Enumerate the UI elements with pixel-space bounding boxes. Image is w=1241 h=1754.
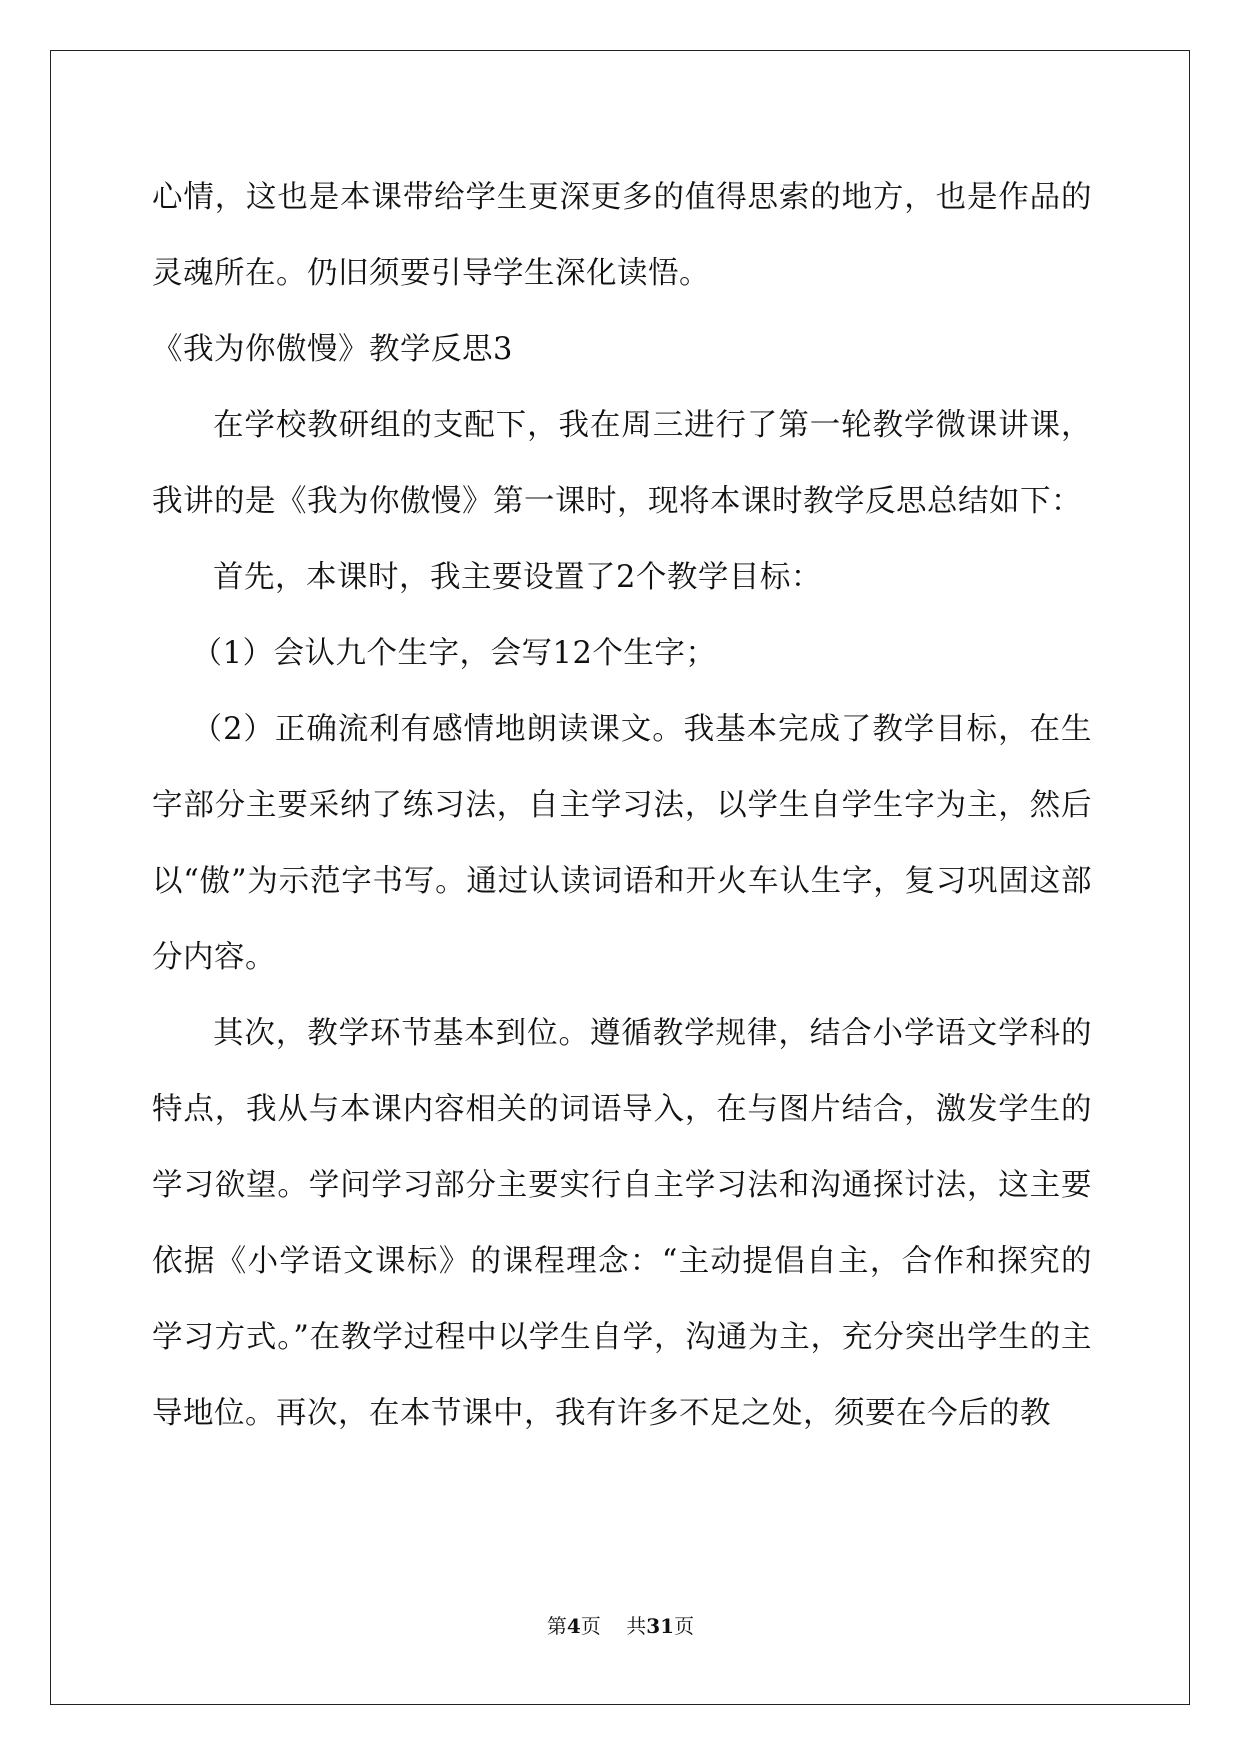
section-heading: 《我为你傲慢》教学反思3 <box>152 332 513 367</box>
total-pages-number: 31 <box>646 1614 675 1638</box>
list-item: （1）会认九个生字，会写12个生字； <box>191 636 717 671</box>
paragraph: 其次，教学环节基本到位。遵循教学规律，结合小学语文学科的特点，我从与本课内容相关的词语导入，在与图片结合，激发学生的学习欲望。学问学习部分主要实行自主学习法和沟通探讨法，这主要依据《小学语文课标》的课程理念：“主动提倡自主，合作和探究的学习方式。”在教学过程中以学生自学，沟通为主，充分突出学生的主导地位。再次，在本节课中，我有许多不足之处，须要在今后的教 <box>152 1016 1092 1431</box>
list-item: （2）正确流利有感情地朗读课文。我基本完成了教学目标，在生字部分主要采纳了练习法，自主学习法，以学生自学生字为主，然后以“傲”为示范字书写。通过认读词语和开火车认生字，复习巩固这部分内容。 <box>152 712 1092 975</box>
current-page-number: 4 <box>566 1614 581 1638</box>
document-body <box>152 160 1092 1452</box>
paragraph: 在学校教研组的支配下，我在周三进行了第一轮教学微课讲课，我讲的是《我为你傲慢》第一课时，现将本课时教学反思总结如下： <box>152 408 1092 519</box>
footer-prefix: 第 <box>546 1614 567 1638</box>
footer-total-word: 页 <box>674 1614 695 1638</box>
page-footer <box>0 1610 1241 1639</box>
footer-page-word: 页 <box>580 1614 601 1638</box>
paragraph: 心情，这也是本课带给学生更深更多的值得思索的地方，也是作品的灵魂所在。仍旧须要引导学生深化读悟。 <box>152 180 1092 291</box>
footer-total-prefix: 共 <box>626 1614 647 1638</box>
paragraph: 首先，本课时，我主要设置了2个教学目标： <box>213 560 822 595</box>
